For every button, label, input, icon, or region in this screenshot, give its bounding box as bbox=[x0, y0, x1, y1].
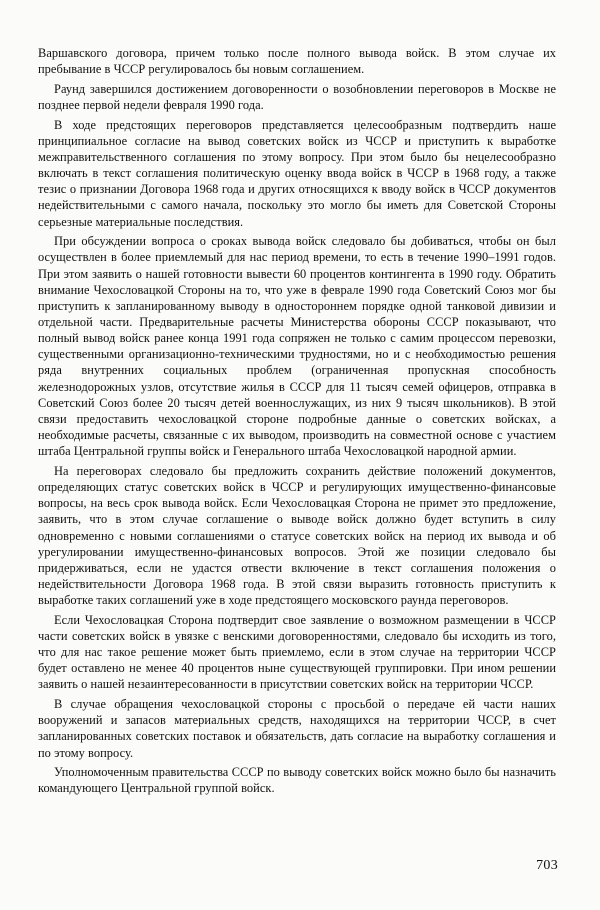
paragraph: На переговорах следовало бы предложить сохранить действие положений документов, определяющих статус советских войск в ЧССР и регулирующих имущественно-финансовые вопросы, на весь срок вывода войск. Если Чехословацкая Сторона не примет это предложение, заявить, что в этом случае соглашение о выводе войск должно будет вступить в силу одновременно с новыми соглашениями о статусе советских войск на период их вывода и об урегулировании имущественно-финансовых вопросов. Этой же позиции следовало бы придерживаться, если не удастся отвести включение в текст соглашения положения о недействительности Договора 1968 года. В этой связи выразить готовность приступить к выработке таких соглашений уже в ходе предстоящего московского раунда переговоров. bbox=[38, 463, 556, 608]
paragraph: Если Чехословацкая Сторона подтвердит свое заявление о возможном размещении в ЧССР части советских войск в увязке с венскими договоренностями, следовало бы исходить из того, что для нас такое решение может быть приемлемо, если в этом случае на территории ЧССР будет оставлено не менее 40 процентов ныне существующей группировки. При ином решении заявить о нашей незаинтересованности в присутствии советских войск на территории ЧССР. bbox=[38, 612, 556, 692]
paragraph: Уполномоченным правительства СССР по выводу советских войск можно было бы назначить командующего Центральной группой войск. bbox=[38, 765, 556, 796]
paragraph: В случае обращения чехословацкой стороны с просьбой о передаче ей части наших вооружений и запасов материальных средств, находящихся на территории ЧССР, в счет запланированных советских поставок и обязательств, дать согласие на выработку соглашения и по этому вопросу. bbox=[38, 697, 556, 760]
body-text bbox=[38, 45, 556, 797]
page-number: 703 bbox=[536, 858, 558, 873]
paragraph: При обсуждении вопроса о сроках вывода войск следовало бы добиваться, чтобы он был осуществлен в более приемлемый для нас период времени, то есть в течение 1990–1991 годов. При этом заявить о нашей готовности вывести 60 процентов контингента в 1990 году. Обратить внимание Чехословацкой Стороны на то, что уже в феврале 1990 года Советский Союз мог бы приступить к запланированному выводу в одностороннем порядке одной танковой дивизии и отдельной части. Предварительные расчеты Министерства обороны СССР показывают, что полный вывод войск ранее конца 1991 года сопряжен не только с самим процессом перевозки, существенными организационно-техническими трудностями, но и с необходимостью решения ряда внутренних социальных проблем (ограниченная пропускная способность железнодорожных узлов, отсутствие жилья в СССР для 11 тысяч семей офицеров, отправка в Советский Союз более 20 тысяч детей военнослужащих, из них 9 тысяч школьников). В этой связи предоставить чехословацкой стороне подробные данные о советских войсках, а необходимые расчеты, связанные с их выводом, производить на совместной основе с участием штаба Центральной группы войск и Генерального штаба Чехословацкой народной армии. bbox=[38, 234, 556, 459]
paragraph: Раунд завершился достижением договоренности о возобновлении переговоров в Москве не позднее первой недели февраля 1990 года. bbox=[38, 81, 556, 112]
paragraph: В ходе предстоящих переговоров представляется целесообразным подтвердить наше принципиальное согласие на вывод советских войск из ЧССР и приступить к выработке межправительственного соглашения по этому вопросу. При этом было бы нецелесообразно включать в текст соглашения политическую оценку ввода войск в ЧССР в 1968 году, а также тезис о признании Договора 1968 года и других относящихся к вводу войск в ЧССР документов недействительными с самого начала, поскольку это могло бы иметь для Советской Стороны серьезные материальные последствия. bbox=[38, 117, 556, 229]
paragraph: Варшавского договора, причем только после полного вывода войск. В этом случае их пребывание в ЧССР регулировалось бы новым соглашением. bbox=[38, 46, 556, 77]
